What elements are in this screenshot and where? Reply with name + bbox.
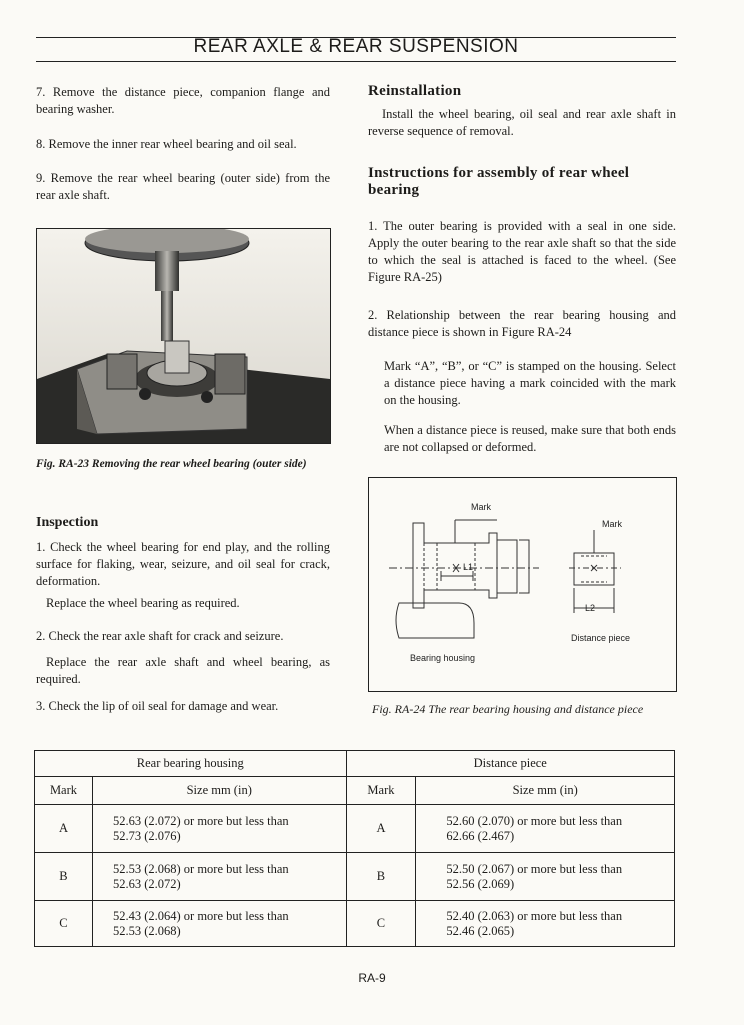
fig-ra23-photo [36,228,331,444]
housing-mark: C [35,901,93,947]
assembly-note-2: When a distance piece is reused, make sure that both ends are not collapsed or deformed. [384,423,676,454]
label-bearing-housing: Bearing housing [410,653,476,663]
housing-size-line-2: 52.53 (2.068) [112,923,181,938]
reinstallation-body: Install the wheel bearing, oil seal and rear axle shaft in reverse sequence of removal. [368,107,676,138]
fig-ra24-caption: Fig. RA-24 The rear bearing housing and distance piece [372,702,644,716]
group-header-housing: Rear bearing housing [35,751,347,777]
housing-size [92,853,346,901]
piece-mark: B [346,853,416,901]
table-row [35,901,675,947]
assembly-heading: Instructions for assembly of rear wheel bearing [368,165,630,198]
spec-table [34,750,675,947]
housing-size-line-1: 52.63 (2.072) or more but less than [112,813,289,828]
reinstallation-heading: Reinstallation [368,83,462,99]
fig-ra24-box [368,477,677,692]
table-row [35,853,675,901]
bearing-puller-illustration [37,229,330,443]
label-mark-housing: Mark [471,502,491,512]
piece-size-line-2: 52.56 (2.069) [446,876,515,891]
piece-size [416,853,675,901]
housing-size-line-2: 52.63 (2.072) [112,876,181,891]
label-l2: L2 [585,603,596,613]
inspection-item-1: 1. Check the wheel bearing for end play, and the rolling surface for flaking, wear, seizure, and oil seal for crack, deformation. [36,540,330,588]
col-header-size: Size mm (in) [416,777,675,805]
piece-size [416,901,675,947]
assembly-note-1: Mark “A”, “B”, or “C” is stamped on the housing. Select a distance piece having a mark coincided with the mark on the housing. [384,359,676,407]
table-group-header-row [35,751,675,777]
piece-size-line-1: 52.40 (2.063) or more but less than [446,908,623,923]
housing-size-line-1: 52.53 (2.068) or more but less than [112,861,289,876]
col-header-mark: Mark [35,777,93,805]
step-9: 9. Remove the rear wheel bearing (outer side) from the rear axle shaft. [36,171,330,202]
label-mark-piece: Mark [602,519,622,529]
housing-mark: B [35,853,93,901]
inspection-item-3: 3. Check the lip of oil seal for damage and wear. [36,699,279,713]
step-7: 7. Remove the distance piece, companion flange and bearing washer. [36,85,330,116]
housing-size-line-1: 52.43 (2.064) or more but less than [112,908,289,923]
inspection-heading: Inspection [36,515,99,530]
piece-size-line-1: 52.60 (2.070) or more but less than [446,813,623,828]
housing-mark: A [35,805,93,853]
piece-mark: A [346,805,416,853]
page-number: RA-9 [358,971,386,985]
housing-size [92,805,346,853]
fig-ra23-caption: Fig. RA-23 Removing the rear wheel bearing (outer side) [36,458,307,470]
inspection-item-2-note: Replace the rear axle shaft and wheel bearing, as required. [36,655,330,686]
piece-size-line-2: 62.66 (2.467) [446,828,515,843]
inspection-item-2: 2. Check the rear axle shaft for crack and seizure. [36,629,284,643]
col-header-size: Size mm (in) [92,777,346,805]
housing-size [92,901,346,947]
group-header-piece: Distance piece [346,751,675,777]
table-column-header-row [35,777,675,805]
assembly-item-1: 1. The outer bearing is provided with a seal in one side. Apply the outer bearing to the rear axle shaft so that the side to which the seal is attached is faced to the wheel. (See Figure RA-25) [368,219,676,284]
inspection-item-1-note: Replace the wheel bearing as required. [46,596,240,610]
assembly-item-2: 2. Relationship between the rear bearing housing and distance piece is shown in Figure RA-24 [368,308,676,339]
header-rule-bottom [36,61,676,62]
col-header-mark: Mark [346,777,416,805]
step-8: 8. Remove the inner rear wheel bearing and oil seal. [36,137,297,151]
label-l1: L1 [463,562,474,572]
piece-mark: C [346,901,416,947]
page-title: REAR AXLE & REAR SUSPENSION [193,36,519,57]
piece-size [416,805,675,853]
label-distance-piece: Distance piece [571,633,631,643]
piece-size-line-1: 52.50 (2.067) or more but less than [446,861,623,876]
housing-size-line-2: 52.73 (2.076) [112,828,181,843]
piece-size-line-2: 52.46 (2.065) [446,923,515,938]
table-row [35,805,675,853]
housing-distance-piece-diagram [369,478,676,691]
